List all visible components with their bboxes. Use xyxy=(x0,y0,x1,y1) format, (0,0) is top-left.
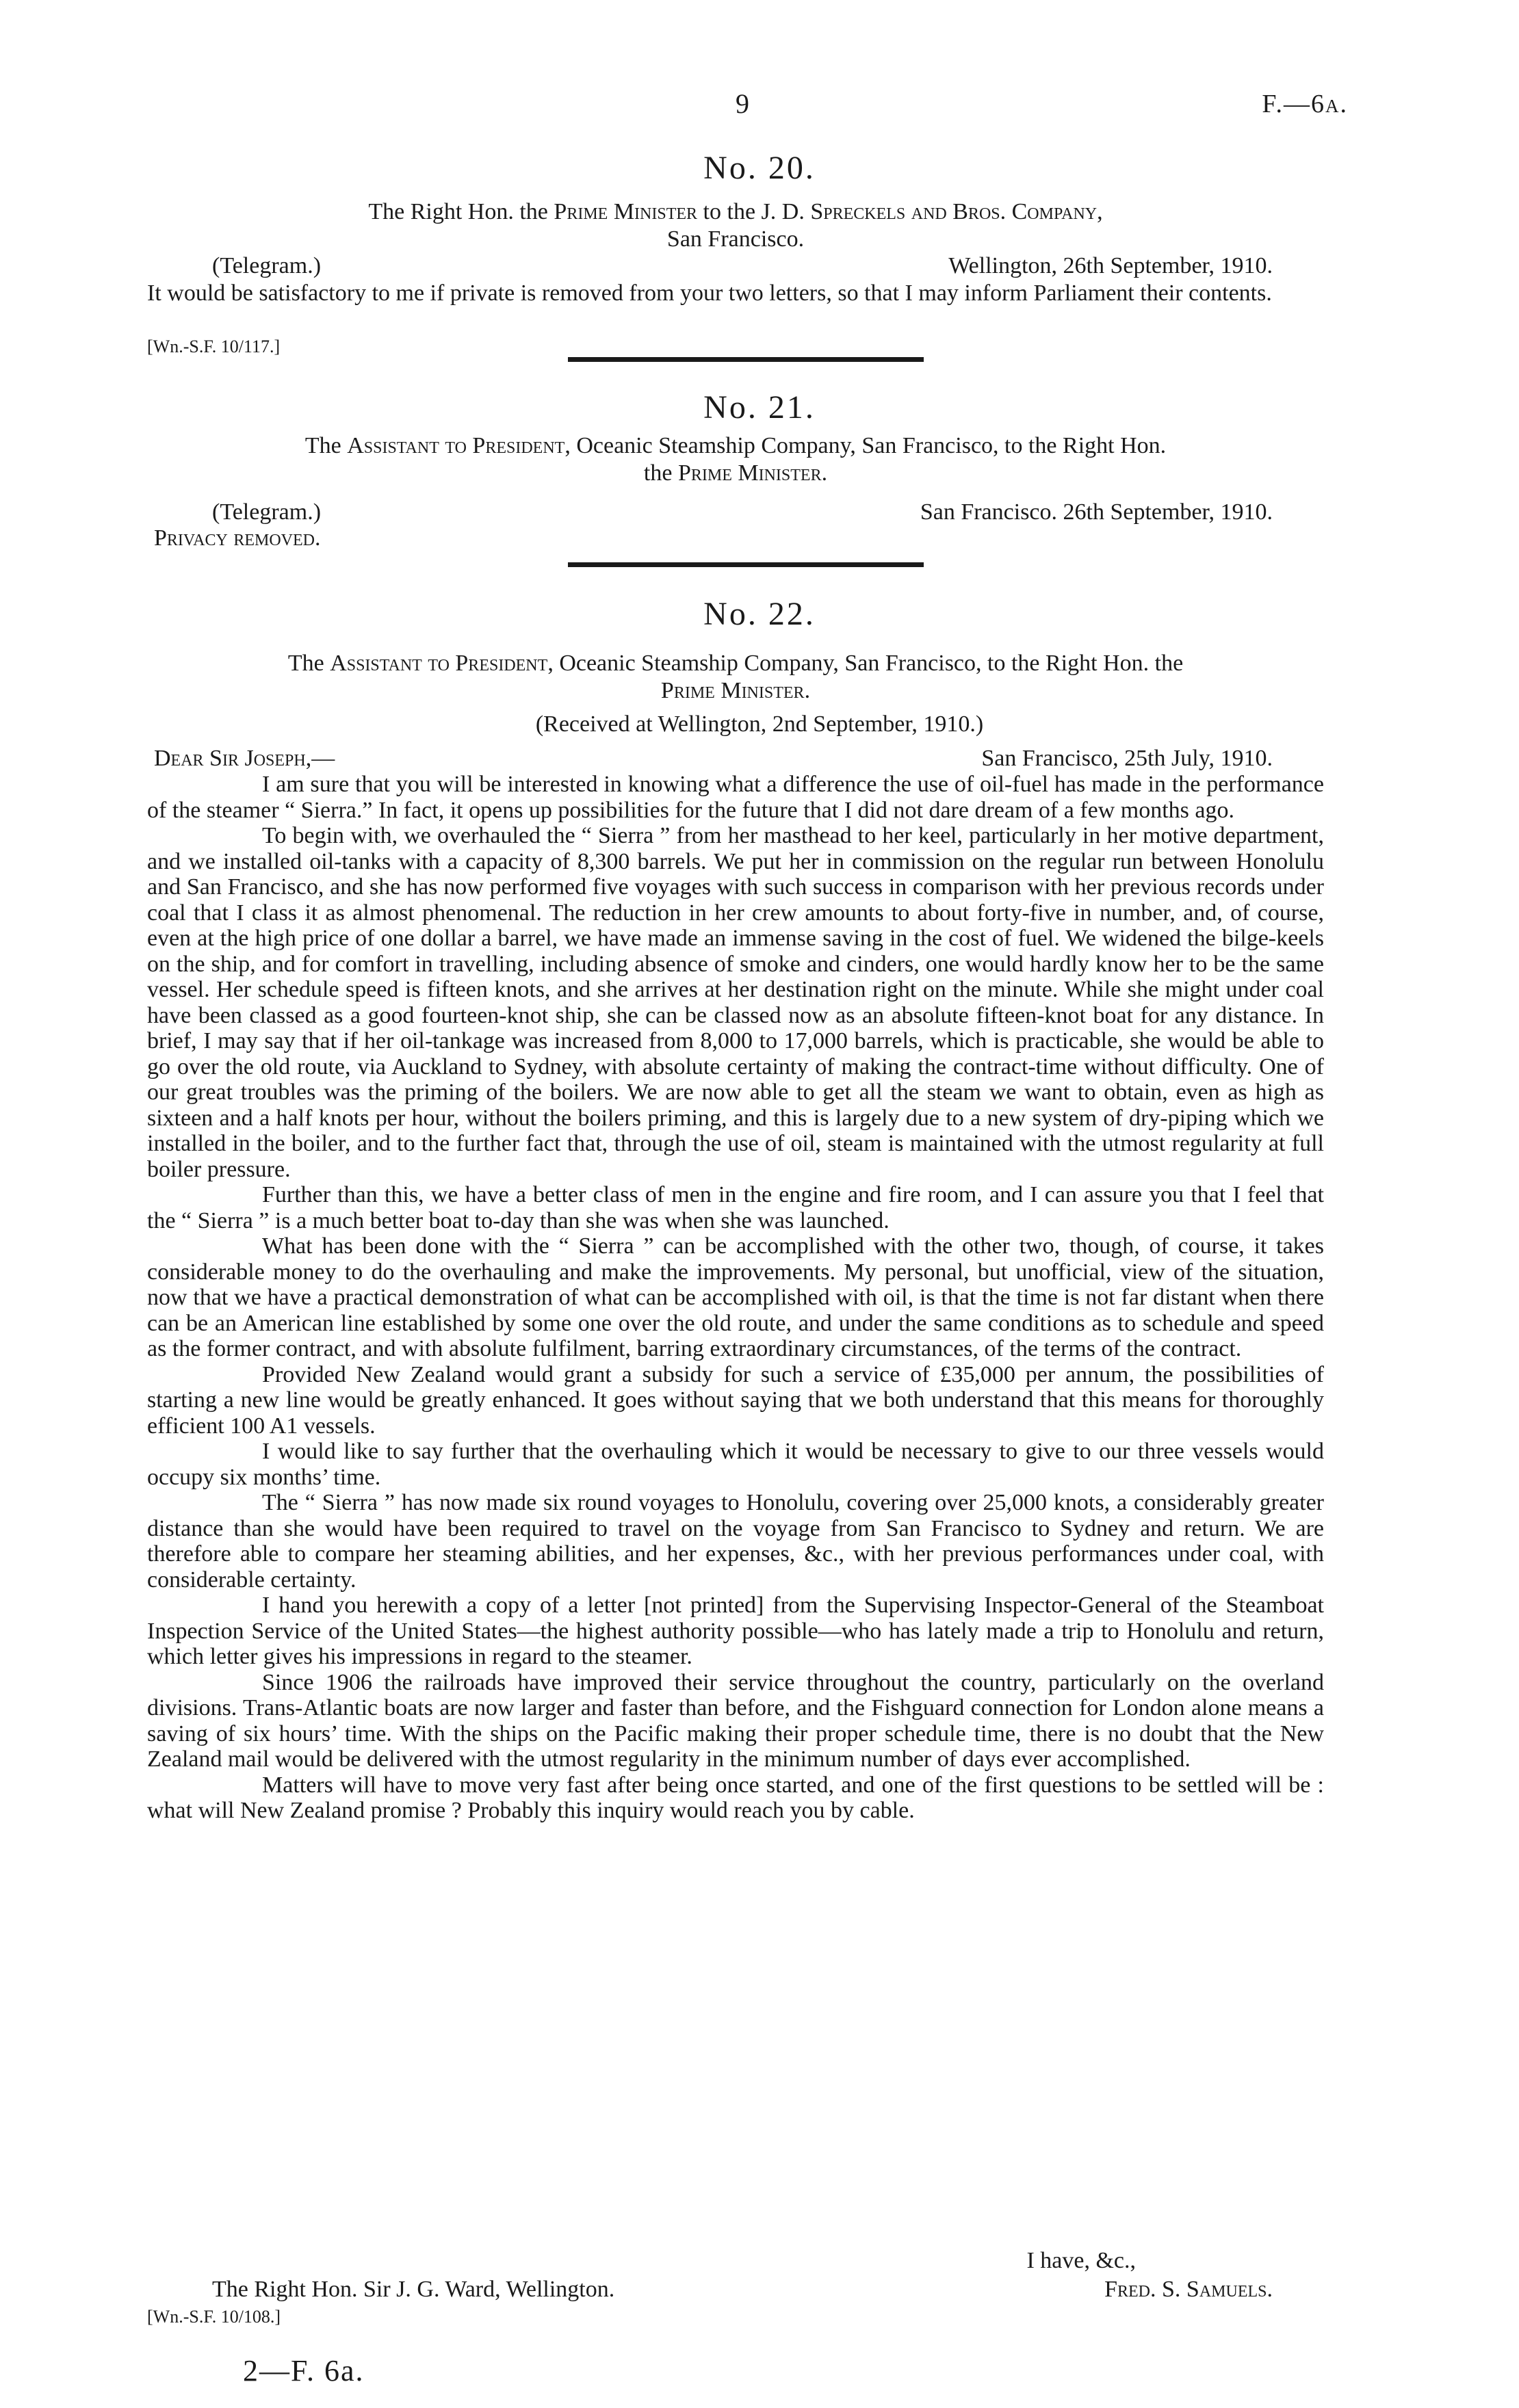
heading-21: The Assistant to President, Oceanic Steamship Company, San Francisco, to the Right Hon. the Prime Minister. xyxy=(304,433,1167,486)
divider xyxy=(568,562,924,567)
heading-22: The Assistant to President, Oceanic Steamship Company, San Francisco, to the Right Hon. the Prime Minister. xyxy=(287,651,1184,703)
paragraph: Since 1906 the railroads have improved their service throughout the country, particularly on the overland divisions. Trans-Atlantic boats are now larger and faster than before, and the Fishguard connection for London alone means a saving of six hours’ time. With the ships on the Pacific making their proper schedule time, there is no doubt that the New Zealand mail would be delivered with the utmost regularity in the minimum number of days ever accomplished. xyxy=(147,1669,1324,1772)
date-line-21: San Francisco. 26th September, 1910. xyxy=(920,499,1273,525)
paragraph: The “ Sierra ” has now made six round voyages to Honolulu, covering over 25,000 knots, a considerably greater distance than she would have been required to travel on the voyage from San Francisco to Sydney and return. We are therefore able to compare her steaming abilities, and her expenses, &c., with her previous performances under coal, with considerable certainty. xyxy=(147,1490,1324,1593)
paragraph: What has been done with the “ Sierra ” can be accomplished with the other two, though, of course, it takes considerable money to do the overhauling and make the improvements. My personal, but unofficial, view of the situation, now that we have a practical demonstration of what can be accomplished with oil, is that the time is not far distant when there can be an American line established by some one over the old route, and under the same conditions as to schedule and speed as the former contract, and with absolute fulfilment, barring extraordinary circumstances, of the terms of the contract. xyxy=(147,1233,1324,1361)
section-number-20: No. 20. xyxy=(703,150,816,186)
signature: Fred. S. Samuels. xyxy=(1104,2277,1273,2302)
divider xyxy=(568,357,924,362)
paragraph: To begin with, we overhauled the “ Sierra ” from her masthead to her keel, particularly in her motive department, and we installed oil-tanks with a capacity of 8,300 barrels. We put her in commission on the regular run between Honolulu and San Francisco, and she has now performed five voyages with such success in comparison with her previous records under coal that I class it as almost phenomenal. The reduction in her crew amounts to about forty-five in number, and, of course, even at the high price of one dollar a barrel, we have made an immense saving in the cost of fuel. We widened the bilge-keels on the ship, and for comfort in travelling, including absence of smoke and cinders, one would hardly know her to be the same vessel. Her schedule speed is fifteen knots, and she arrives at her destination right on the minute. While she might under coal have been classed as a good fourteen-knot ship, she can be classed now as an absolute fifteen-knot boat for any distance. In brief, I may say that if her oil-tankage was increased from 8,000 to 17,000 barrels, which is practicable, she would be able to go over the old route, via Auckland to Sydney, with absolute certainty of making the contract-time without difficulty. One of our great troubles was the priming of the boilers. We are now able to get all the steam we want to obtain, even as high as sixteen and a half knots per hour, without the boilers priming, and this is largely due to a new system of dry-piping which we installed in the boiler, and to the further fact that, through the use of oil, steam is maintained with the utmost regularity at full boiler pressure. xyxy=(147,823,1324,1182)
heading-20: The Right Hon. the Prime Minister to the J. D. Spreckels and Bros. Company, San Francisco. xyxy=(368,199,1103,252)
addressee: The Right Hon. Sir J. G. Ward, Wellington. xyxy=(212,2277,615,2302)
body-21: Privacy removed. xyxy=(154,525,321,551)
paragraph: Matters will have to move very fast after being once started, and one of the first questions to be settled will be : what will New Zealand promise ? Probably this inquiry would reach you by cable. xyxy=(147,1772,1324,1823)
paragraph: Further than this, we have a better class of men in the engine and fire room, and I can assure you that I feel that the “ Sierra ” is a much better boat to-day than she was when she was launched. xyxy=(147,1182,1324,1233)
section-number-21: No. 21. xyxy=(703,389,816,426)
date-line-20: Wellington, 26th September, 1910. xyxy=(948,253,1273,278)
file-reference-20: [Wn.-S.F. 10/117.] xyxy=(147,337,281,356)
paragraph: I would like to say further that the overhauling which it would be necessary to give to our three vessels would occupy six months’ time. xyxy=(147,1439,1324,1490)
message-type-21: (Telegram.) xyxy=(212,499,322,525)
printing-signature-mark: 2—F. 6a. xyxy=(243,2354,365,2387)
received-note: (Received at Wellington, 2nd September, 1910.) xyxy=(535,711,984,737)
paragraph: Provided New Zealand would grant a subsidy for such a service of £35,000 per annum, the possibilities of starting a new line would be greatly enhanced. It goes without saying that we both understand that this means for thoroughly efficient 100 A1 vessels. xyxy=(147,1361,1324,1439)
message-type-20: (Telegram.) xyxy=(212,253,322,278)
file-reference-22: [Wn.-S.F. 10/108.] xyxy=(147,2307,281,2327)
page-number: 9 xyxy=(736,88,749,119)
paragraph: I hand you herewith a copy of a letter [not printed] from the Supervising Inspector-General of the Steamboat Inspection Service of the United States—the highest authority possible—who has lately made a trip to Honolulu and return, which letter gives his impressions in regard to the steamer. xyxy=(147,1593,1324,1669)
closing: I have, &c., xyxy=(1026,2248,1136,2273)
paragraph: I am sure that you will be interested in knowing what a difference the use of oil-fuel has made in the performance of the steamer “ Sierra.” In fact, it opens up possibilities for the future that I did not dare dream of a few months ago. xyxy=(147,772,1324,823)
date-line-22: San Francisco, 25th July, 1910. xyxy=(981,746,1273,771)
letter-body xyxy=(147,772,1324,1824)
paper-reference: F.—6a. xyxy=(1262,90,1348,118)
body-20: It would be satisfactory to me if private is removed from your two letters, so that I may inform Parliament their contents. xyxy=(147,280,1272,306)
salutation: Dear Sir Joseph,— xyxy=(154,746,335,771)
section-number-22: No. 22. xyxy=(703,596,816,632)
